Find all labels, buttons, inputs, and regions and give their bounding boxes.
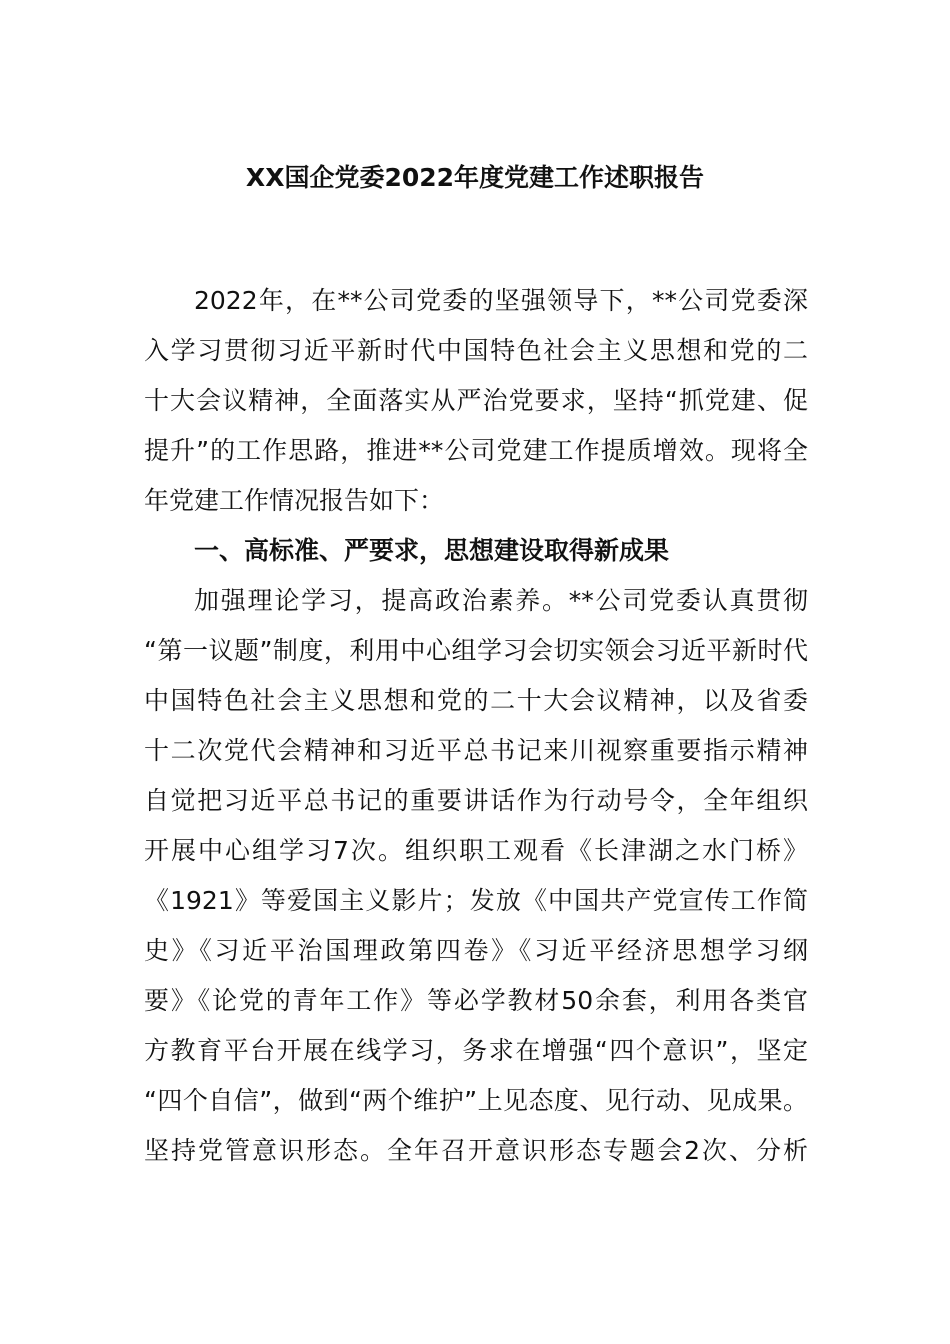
paragraph-line: 十大会议精神，全面落实从严治党要求，坚持“抓党建、促: [144, 386, 808, 415]
paragraph-line: 史》《习近平治国理政第四卷》《习近平经济思想学习纲: [144, 936, 808, 965]
paragraph-line: 要》《论党的青年工作》等必学教材50余套，利用各类官: [144, 986, 808, 1015]
paragraph-line: “四个自信”，做到“两个维护”上见态度、见行动、见成果。: [144, 1086, 808, 1115]
paragraph-line: 入学习贯彻习近平新时代中国特色社会主义思想和党的二: [144, 336, 808, 365]
paragraph-line: 方教育平台开展在线学习，务求在增强“四个意识”，坚定: [144, 1036, 808, 1065]
paragraph-line: 提升”的工作思路，推进**公司党建工作提质增效。现将全: [144, 436, 808, 465]
paragraph-line: 坚持党管意识形态。全年召开意识形态专题会2次、分析: [144, 1136, 808, 1165]
document-title: XX国企党委2022年度党建工作述职报告: [245, 163, 705, 192]
paragraph-line: 中国特色社会主义思想和党的二十大会议精神，以及省委: [144, 686, 808, 715]
paragraph-line: 年党建工作情况报告如下：: [144, 486, 445, 515]
paragraph-line: 2022年，在**公司党委的坚强领导下，**公司党委深: [194, 286, 808, 315]
paragraph-line: “第一议题”制度，利用中心组学习会切实领会习近平新时代: [144, 636, 808, 665]
paragraph-line: 开展中心组学习7次。组织职工观看《长津湖之水门桥》: [144, 836, 808, 865]
paragraph-line: 自觉把习近平总书记的重要讲话作为行动号令，全年组织: [144, 786, 808, 815]
paragraph-line: 《1921》等爱国主义影片；发放《中国共产党宣传工作简: [144, 886, 808, 915]
section-heading: 一、高标准、严要求，思想建设取得新成果: [194, 536, 670, 565]
paragraph-line: 加强理论学习，提高政治素养。**公司党委认真贯彻: [194, 586, 808, 615]
paragraph-line: 十二次党代会精神和习近平总书记来川视察重要指示精神: [144, 736, 808, 765]
